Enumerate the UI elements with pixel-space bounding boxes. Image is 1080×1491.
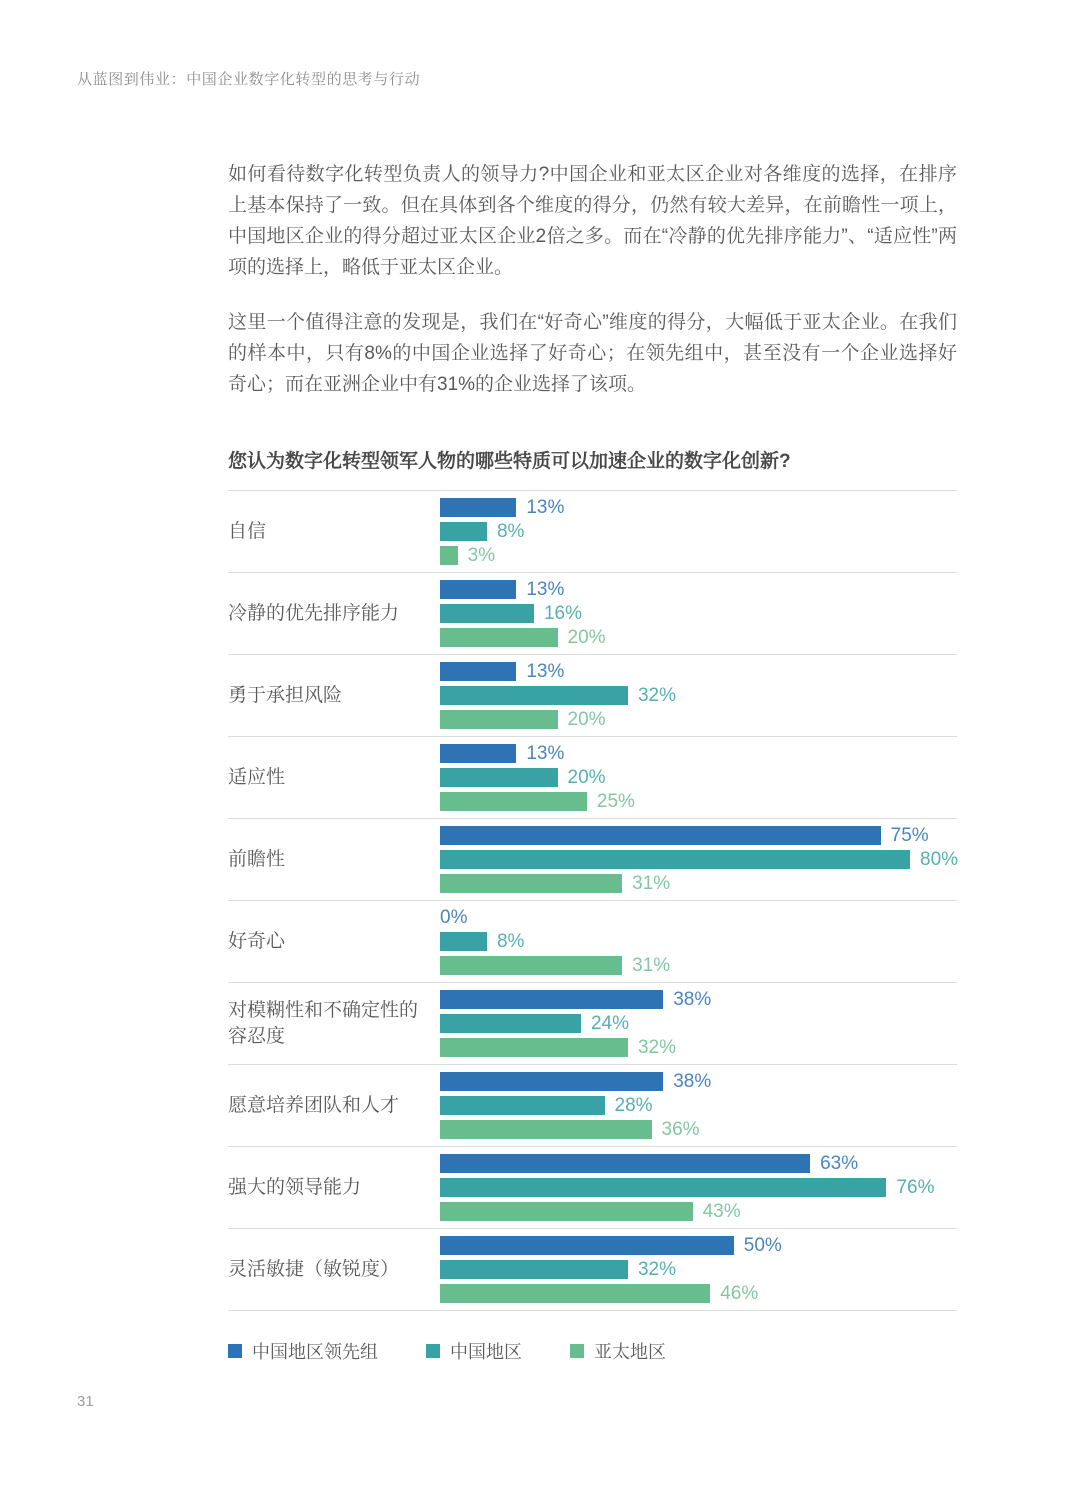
chart-row xyxy=(228,491,957,573)
bar-line xyxy=(440,1038,957,1057)
bar xyxy=(440,498,516,517)
bar-value-label: 38% xyxy=(673,988,712,1010)
chart-row xyxy=(228,737,957,819)
bar xyxy=(440,1260,628,1279)
bar-group xyxy=(440,1236,957,1303)
bar xyxy=(440,744,516,763)
category-label: 冷静的优先排序能力 xyxy=(228,602,400,624)
bar-line xyxy=(440,498,957,517)
chart-row xyxy=(228,655,957,737)
bar-line xyxy=(440,580,957,599)
bar-value-label: 63% xyxy=(820,1152,859,1174)
category-label: 前瞻性 xyxy=(228,848,286,870)
bar-line xyxy=(440,1260,957,1279)
bar xyxy=(440,686,628,705)
bar-group xyxy=(440,744,957,811)
chart-row xyxy=(228,901,957,983)
bar-group xyxy=(440,580,957,647)
legend-swatch-icon xyxy=(570,1344,584,1358)
bar-value-label: 36% xyxy=(661,1118,700,1140)
bar-value-label: 13% xyxy=(526,660,565,682)
bar-line xyxy=(440,744,957,763)
bar-group xyxy=(440,990,957,1057)
legend-swatch-icon xyxy=(426,1344,440,1358)
bar-chart xyxy=(228,490,957,1311)
bar xyxy=(440,580,516,599)
bar xyxy=(440,850,910,869)
bar-line xyxy=(440,990,957,1009)
bar xyxy=(440,1202,693,1221)
bar-value-label: 13% xyxy=(526,578,565,600)
bar xyxy=(440,932,487,951)
bar xyxy=(440,792,587,811)
bar-line xyxy=(440,1072,957,1091)
bar-group xyxy=(440,498,957,565)
bar xyxy=(440,768,558,787)
bar-group xyxy=(440,1154,957,1221)
bar-value-label: 32% xyxy=(637,1036,676,1058)
bar xyxy=(440,874,622,893)
bar xyxy=(440,990,663,1009)
bar-line xyxy=(440,628,957,647)
bar-line xyxy=(440,662,957,681)
bar-line xyxy=(440,1284,957,1303)
chart-row xyxy=(228,1229,957,1311)
bar-value-label: 13% xyxy=(526,742,565,764)
bar-line xyxy=(440,956,957,975)
bar-value-label: 16% xyxy=(543,602,583,624)
bar-value-label: 20% xyxy=(567,766,606,788)
bar xyxy=(440,826,881,845)
bar-line xyxy=(440,522,957,541)
bar-line xyxy=(440,1178,957,1197)
category-label: 对模糊性和不确定性的容忍度 xyxy=(228,999,419,1047)
bar-line xyxy=(440,932,957,951)
chart-row xyxy=(228,819,957,901)
legend-swatch-icon xyxy=(228,1344,242,1358)
bar-group xyxy=(440,908,957,975)
bar-value-label: 8% xyxy=(496,930,525,952)
bar xyxy=(440,1014,581,1033)
bar xyxy=(440,1178,886,1197)
paragraph-leadership: 如何看待数字化转型负责人的领导力?中国企业和亚太区企业对各维度的选择，在排序上基本保持了一致。但在具体到各个维度的得分，仍然有较大差异，在前瞻性一项上，中国地区企业的得分超过亚太区企业2倍之多。而在“冷静的优先排序能力”、“适应性”两项的选择上，略低于亚太区企业。 xyxy=(228,164,957,278)
bar-line xyxy=(440,546,957,565)
bar xyxy=(440,1120,652,1139)
paragraph-curiosity: 这里一个值得注意的发现是，我们在“好奇心”维度的得分，大幅低于亚太企业。在我们的样本中，只有8%的中国企业选择了好奇心；在领先组中，甚至没有一个企业选择好奇心；而在亚洲企业中有31%的企业选择了该项。 xyxy=(228,312,957,395)
bar-group xyxy=(440,1072,957,1139)
bar-line xyxy=(440,686,957,705)
bar-line xyxy=(440,604,957,623)
chart-row xyxy=(228,1065,957,1147)
bar-line xyxy=(440,1014,957,1033)
chart-row xyxy=(228,983,957,1065)
bar-value-label: 31% xyxy=(632,872,671,894)
bar xyxy=(440,546,458,565)
legend-label: 中国地区 xyxy=(450,1342,522,1362)
bar-line xyxy=(440,850,957,869)
chart-row xyxy=(228,1147,957,1229)
bar xyxy=(440,1038,628,1057)
page-content xyxy=(228,159,957,1364)
page-number: 31 xyxy=(77,1393,94,1410)
bar xyxy=(440,522,487,541)
category-label: 强大的领导能力 xyxy=(228,1176,362,1198)
bar-value-label: 31% xyxy=(632,954,671,976)
category-label: 愿意培养团队和人才 xyxy=(228,1094,400,1116)
bar-line xyxy=(440,826,957,845)
bar xyxy=(440,1096,605,1115)
category-label: 好奇心 xyxy=(228,930,286,952)
bar-line xyxy=(440,768,957,787)
bar-value-label: 32% xyxy=(637,1258,676,1280)
bar-group xyxy=(440,662,957,729)
bar xyxy=(440,604,534,623)
bar-value-label: 20% xyxy=(567,626,606,648)
bar xyxy=(440,1236,734,1255)
bar-value-label: 43% xyxy=(702,1200,741,1222)
category-label: 勇于承担风险 xyxy=(228,684,343,706)
bar-value-label: 80% xyxy=(920,848,959,870)
legend-label: 中国地区领先组 xyxy=(252,1342,378,1362)
bar-line xyxy=(440,1154,957,1173)
bar-value-label: 50% xyxy=(743,1234,782,1256)
bar xyxy=(440,1284,710,1303)
bar xyxy=(440,662,516,681)
bar-value-label: 3% xyxy=(467,544,496,566)
bar-line xyxy=(440,908,957,927)
bar-value-label: 24% xyxy=(590,1012,630,1034)
document-header: 从蓝图到伟业：中国企业数字化转型的思考与行动 xyxy=(77,71,421,88)
bar-value-label: 46% xyxy=(720,1282,759,1304)
bar-line xyxy=(440,874,957,893)
bar-chart-rows xyxy=(228,491,957,1311)
bar-value-label: 38% xyxy=(673,1070,712,1092)
bar-line xyxy=(440,710,957,729)
chart-title: 您认为数字化转型领军人物的哪些特质可以加速企业的数字化创新? xyxy=(228,451,791,472)
legend-label: 亚太地区 xyxy=(594,1342,666,1362)
bar-value-label: 32% xyxy=(637,684,676,706)
legend-item xyxy=(426,1338,522,1364)
bar-value-label: 75% xyxy=(890,824,929,846)
bar xyxy=(440,628,558,647)
bar-value-label: 76% xyxy=(896,1176,935,1198)
bar-line xyxy=(440,1202,957,1221)
bar xyxy=(440,1072,663,1091)
bar-line xyxy=(440,1096,957,1115)
chart-legend xyxy=(228,1338,957,1364)
bar-group xyxy=(440,826,957,893)
bar xyxy=(440,956,622,975)
bar-value-label: 20% xyxy=(567,708,606,730)
bar-value-label: 0% xyxy=(440,906,468,928)
bar-value-label: 25% xyxy=(596,790,635,812)
bar xyxy=(440,710,558,729)
bar-value-label: 28% xyxy=(614,1094,653,1116)
legend-item xyxy=(228,1338,378,1364)
chart-row xyxy=(228,573,957,655)
bar-line xyxy=(440,1236,957,1255)
bar-line xyxy=(440,792,957,811)
bar xyxy=(440,1154,810,1173)
bar-value-label: 8% xyxy=(496,520,525,542)
bar-value-label: 13% xyxy=(526,496,565,518)
legend-item xyxy=(570,1338,666,1364)
category-label: 灵活敏捷（敏锐度） xyxy=(228,1258,400,1280)
category-label: 适应性 xyxy=(228,766,286,788)
category-label: 自信 xyxy=(228,520,267,542)
bar-line xyxy=(440,1120,957,1139)
